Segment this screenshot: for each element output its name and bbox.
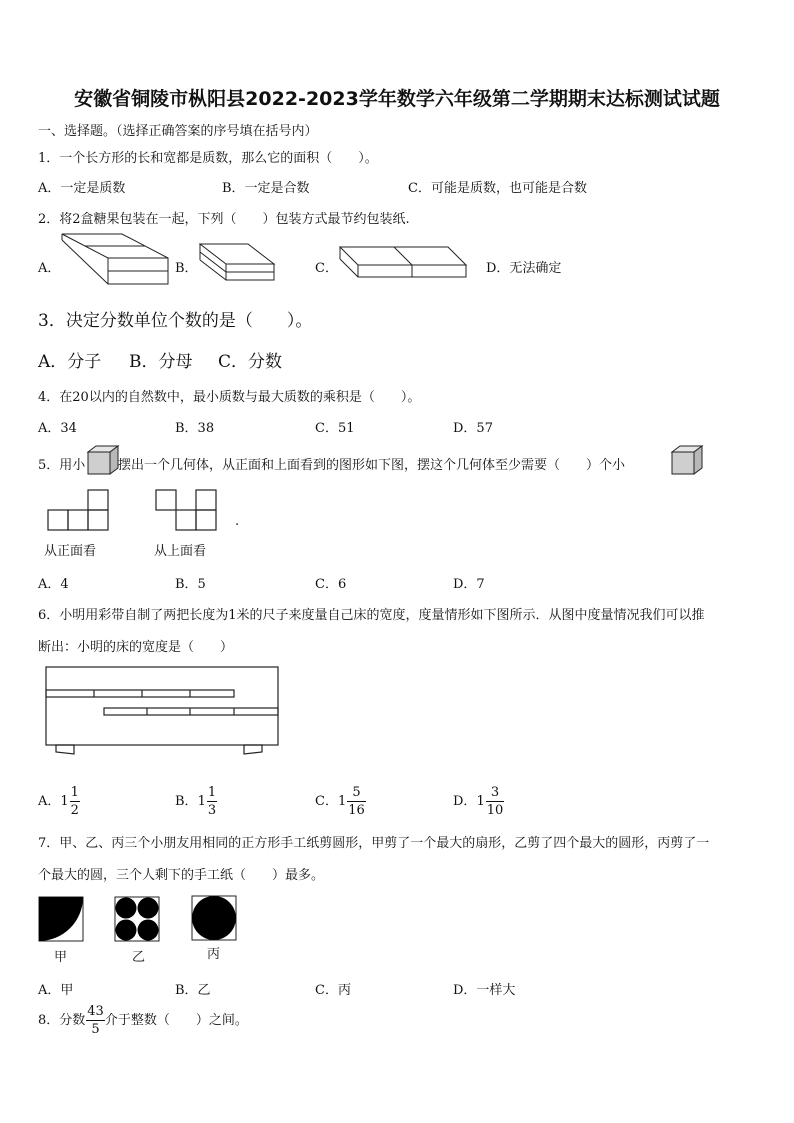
- four-circles-figure: [114, 896, 160, 942]
- page-title: 安徽省铜陵市枞阳县2022-2023学年数学六年级第二学期期末达标测试试题: [74, 88, 720, 110]
- quarter-circle-figure: [38, 896, 84, 942]
- q4-option-b[interactable]: B．38: [175, 421, 215, 436]
- cube-icon: [86, 444, 120, 476]
- q6-stem-line1: 6．小明用彩带自制了两把长度为1米的尺子来度量自己床的宽度，度量情形如下图所示．从图中度量情况我们可以推: [38, 608, 705, 623]
- cube-icon: [670, 444, 704, 476]
- q5-stem-rest: 摆出一个几何体，从正面和上面看到的图形如下图，摆这个几何体至少需要（ ）个小: [118, 458, 626, 473]
- q8-stem: 8．分数 $\frac{43}{5}$ 介于整数（ ）之间。: [38, 1004, 248, 1037]
- q2-option-b[interactable]: B．: [175, 261, 198, 276]
- q2-option-a[interactable]: A．: [38, 261, 61, 276]
- q7-option-c[interactable]: C．丙: [315, 983, 351, 998]
- q4-option-c[interactable]: C．51: [315, 421, 355, 436]
- top-view-figure: [154, 489, 218, 533]
- q7-stem-line1: 7．甲、乙、丙三个小朋友用相同的正方形手工纸剪圆形，甲剪了一个最大的扇形，乙剪了四个最大的圆形，丙剪了一: [38, 836, 710, 851]
- q2-option-c[interactable]: C．: [315, 261, 338, 276]
- q2-stem: 2．将2盒糖果包装在一起，下列（ ）包装方式最节约包装纸.: [38, 212, 410, 227]
- q7-stem-line2: 个最大的圆，三个人剩下的手工纸（ ）最多。: [38, 868, 325, 883]
- q3-option-b[interactable]: B．分母: [129, 352, 193, 372]
- q4-option-d[interactable]: D．57: [453, 421, 493, 436]
- q5-dot: .: [235, 514, 240, 529]
- big-circle-figure: [190, 894, 238, 942]
- q6-stem-line2: 断出：小明的床的宽度是（ ）: [38, 640, 234, 655]
- q4-option-a[interactable]: A．34: [38, 421, 77, 436]
- front-view-figure: [46, 489, 110, 533]
- q5-option-a[interactable]: A．4: [38, 577, 69, 592]
- q7-option-b[interactable]: B．乙: [175, 983, 211, 998]
- bed-ruler-figure: [44, 664, 282, 758]
- q1-option-c[interactable]: C．可能是质数，也可能是合数: [408, 181, 587, 196]
- q1-option-a[interactable]: A．一定是质数: [38, 181, 126, 196]
- fig-label-bing: 丙: [207, 947, 221, 962]
- q2-box-b-figure: [198, 242, 278, 284]
- q6-option-b[interactable]: B．1 $\frac{1}{3}$: [175, 785, 217, 818]
- q7-option-a[interactable]: A．甲: [38, 983, 74, 998]
- q6-option-d[interactable]: D．1 $\frac{3}{10}$: [453, 785, 504, 818]
- q6-option-c[interactable]: C．1 $\frac{5}{16}$: [315, 785, 365, 818]
- q4-stem: 4．在20以内的自然数中，最小质数与最大质数的乘积是（ ）。: [38, 390, 421, 405]
- q5-option-c[interactable]: C．6: [315, 577, 347, 592]
- q5-option-b[interactable]: B．5: [175, 577, 206, 592]
- q8-fraction: $\frac{43}{5}$: [87, 1004, 104, 1037]
- q5-option-d[interactable]: D．7: [453, 577, 485, 592]
- q2-box-a-figure: [60, 232, 170, 288]
- q3-option-a[interactable]: A．分子: [38, 352, 102, 372]
- q3-option-c[interactable]: C．分数: [218, 352, 283, 372]
- fig-label-jia: 甲: [54, 950, 68, 965]
- q1-option-b[interactable]: B．一定是合数: [222, 181, 310, 196]
- q7-option-d[interactable]: D．一样大: [453, 983, 516, 998]
- top-view-label: 从上面看: [154, 544, 207, 559]
- q2-box-c-figure: [338, 245, 470, 281]
- q5-stem-start: 5．用小: [38, 458, 86, 473]
- q3-stem: 3．决定分数单位个数的是（ ）。: [38, 311, 313, 331]
- q1-stem: 1．一个长方形的长和宽都是质数，那么它的面积（ ）。: [38, 151, 378, 166]
- q6-option-a[interactable]: A．1 $\frac{1}{2}$: [38, 785, 79, 818]
- q2-option-d[interactable]: D．无法确定: [486, 261, 562, 276]
- front-view-label: 从正面看: [44, 544, 97, 559]
- section-heading: 一、选择题。（选择正确答案的序号填在括号内）: [38, 124, 318, 139]
- fig-label-yi: 乙: [132, 950, 146, 965]
